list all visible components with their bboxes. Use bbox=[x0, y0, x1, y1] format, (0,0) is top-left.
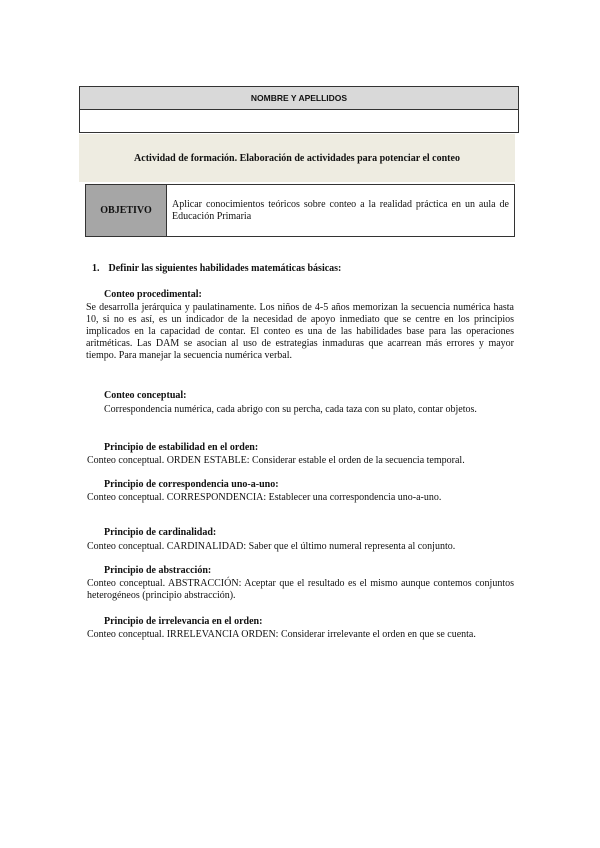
objective-table bbox=[85, 184, 515, 237]
section-body: Conteo conceptual. IRRELEVANCIA ORDEN: Considerar irrelevante el orden en que se cuenta. bbox=[87, 629, 476, 640]
objective-text: Aplicar conocimientos teóricos sobre conteo a la realidad práctica en un aula de Educación Primaria bbox=[167, 185, 515, 237]
section-body: Conteo conceptual. ORDEN ESTABLE: Considerar estable el orden de la secuencia temporal. bbox=[87, 455, 465, 466]
section-title: Principio de cardinalidad: bbox=[104, 527, 217, 538]
section-title: Principio de abstracción: bbox=[104, 565, 212, 576]
name-label: NOMBRE Y APELLIDOS bbox=[80, 87, 519, 110]
section-body: Se desarrolla jerárquica y paulatinamente. Los niños de 4-5 años memorizan la secuencia numérica hasta 10, si no es así, es un indicador de la necesidad de apoyo inmediato que se centre en los principios implicados en la capacidad de contar. El conteo es una de las habilidades base para las operaciones aritméticas. Las DAM se asocian al uso de estrategias inmaduras que acarrean más errores y mayor tiempo. Para manejar la secuencia numérica verbal. bbox=[86, 302, 514, 361]
name-field[interactable] bbox=[80, 110, 519, 133]
section-title: Conteo procedimental: bbox=[104, 289, 202, 300]
section-title: Principio de irrelevancia en el orden: bbox=[104, 616, 263, 627]
activity-title: Actividad de formación. Elaboración de actividades para potenciar el conteo bbox=[79, 134, 515, 182]
section-title: Conteo conceptual: bbox=[104, 390, 187, 401]
section-body: Conteo conceptual. CARDINALIDAD: Saber que el último numeral representa al conjunto. bbox=[87, 541, 456, 552]
section-title: Principio de correspondencia uno-a-uno: bbox=[104, 479, 279, 490]
question-heading bbox=[92, 263, 341, 274]
name-table bbox=[79, 86, 519, 133]
question-number: 1. bbox=[92, 263, 100, 274]
question-text: Definir las siguientes habilidades matemáticas básicas: bbox=[108, 263, 342, 274]
section-body: Conteo conceptual. ABSTRACCIÓN: Aceptar que el resultado es el mismo aunque contemos conjuntos heterogéneos (principio abstracción). bbox=[87, 578, 514, 601]
objective-label: OBJETIVO bbox=[86, 185, 167, 237]
section-title: Principio de estabilidad en el orden: bbox=[104, 442, 259, 453]
section-body: Correspondencia numérica, cada abrigo con su percha, cada taza con su plato, contar objetos. bbox=[104, 404, 477, 415]
section-body: Conteo conceptual. CORRESPONDENCIA: Establecer una correspondencia uno-a-uno. bbox=[87, 492, 442, 503]
